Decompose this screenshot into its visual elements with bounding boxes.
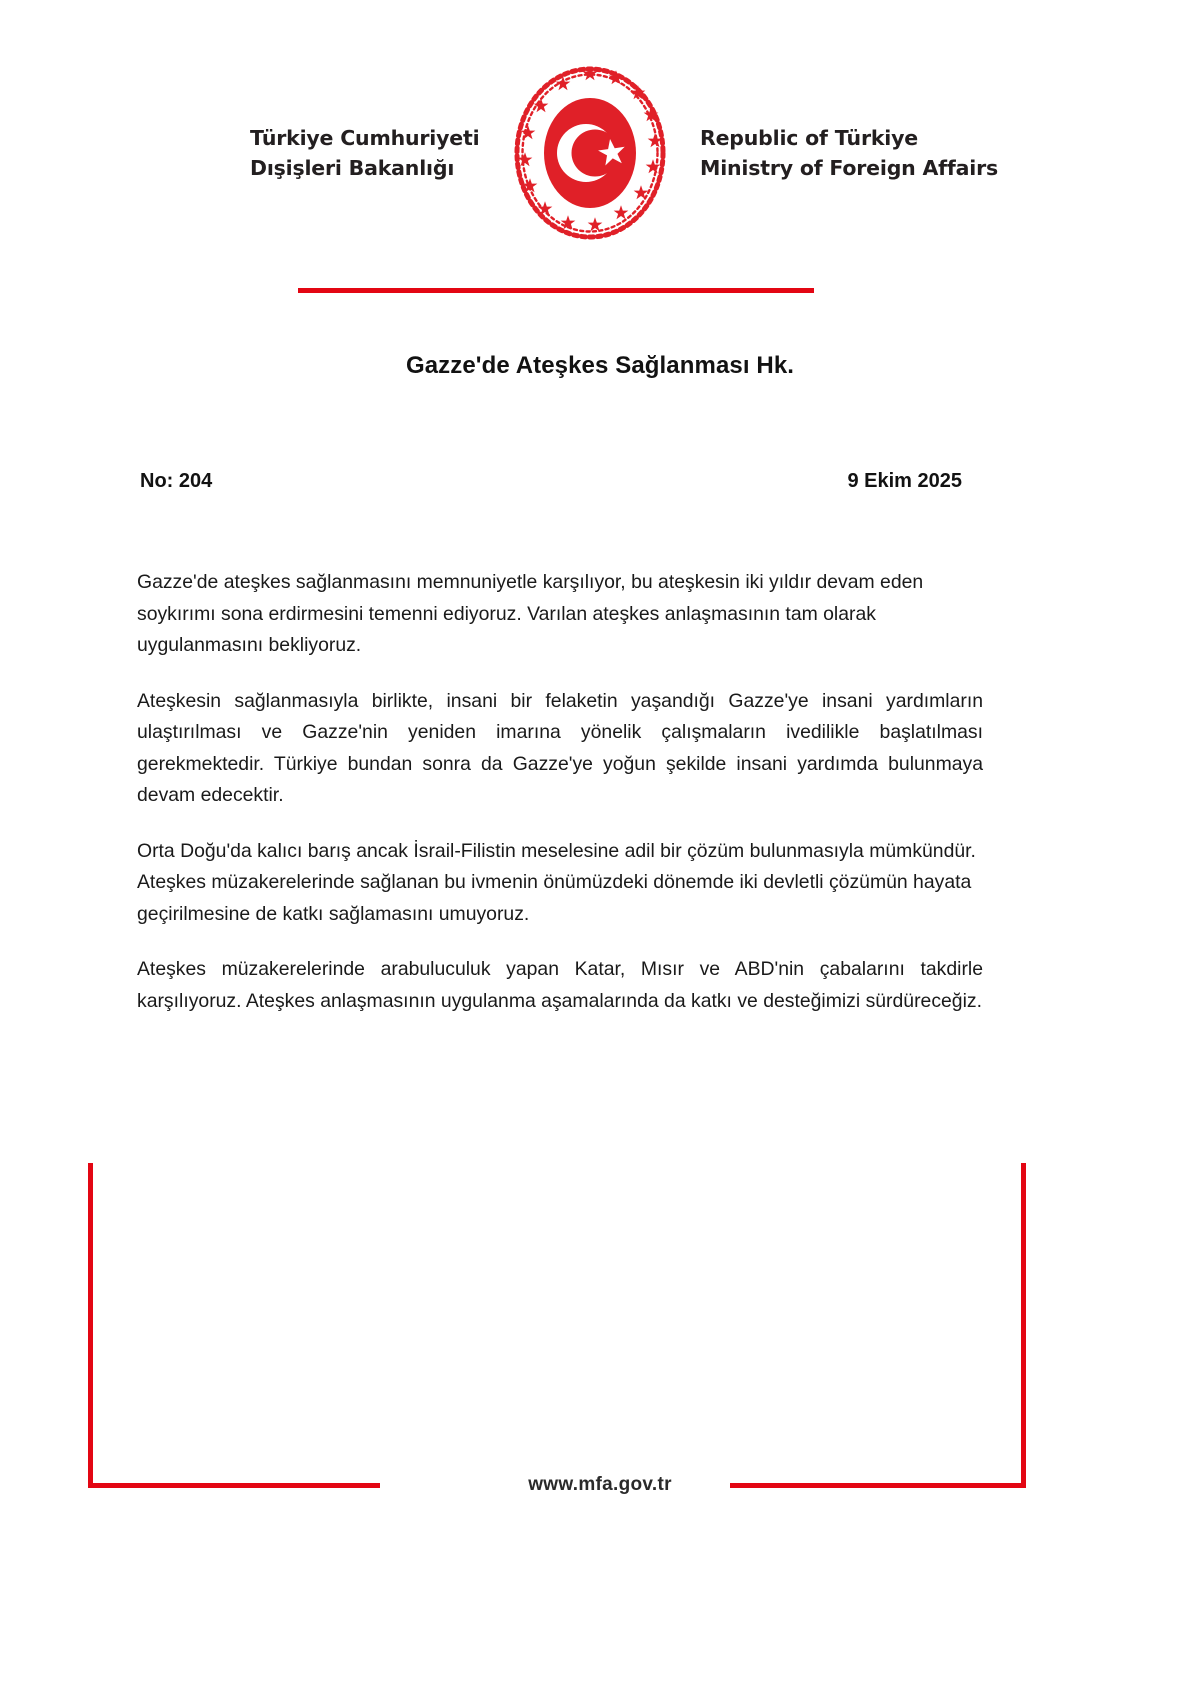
paragraph-1: Gazze'de ateşkes sağlanmasını memnuniyetle karşılıyor, bu ateşkesin iki yıldır devam eden soykırımı sona erdirmesini temenni ediyoruz. Varılan ateşkes anlaşmasının tam olarak uygulanmasını bekliyoruz. <box>137 571 924 656</box>
turkish-state-emblem-icon <box>502 53 678 253</box>
ministry-name-english <box>700 123 998 184</box>
frame-rule-right <box>1021 1163 1026 1488</box>
paragraph-4: Ateşkes müzakerelerinde arabuluculuk yapan Katar, Mısır ve ABD'nin çabalarını takdirle karşılıyoruz. Ateşkes anlaşmasının uygulanma aşamalarında da katkı ve desteğimizi sürdüreceğiz. <box>137 958 983 1012</box>
document-footer <box>0 1462 1200 1508</box>
ministry-name-turkish-line1: Türkiye Cumhuriyeti <box>250 125 480 150</box>
press-release-number: No: 204 <box>140 470 213 492</box>
document-meta <box>140 470 962 493</box>
document-body <box>137 567 983 1041</box>
masthead <box>0 48 1200 258</box>
press-release-date: 9 Ekim 2025 <box>847 470 962 492</box>
ministry-name-english-line1: Republic of Türkiye <box>700 125 918 150</box>
page-title: Gazze'de Ateşkes Sağlanması Hk. <box>405 352 795 379</box>
frame-rule-left <box>88 1163 93 1488</box>
footer-website-url[interactable]: www.mfa.gov.tr <box>512 1474 688 1496</box>
ministry-name-english-line2: Ministry of Foreign Affairs <box>700 156 998 180</box>
frame-rule-top <box>298 288 814 293</box>
ministry-name-turkish-line2: Dışişleri Bakanlığı <box>250 156 455 180</box>
paragraph-2: Ateşkesin sağlanmasıyla birlikte, insani bir felaketin yaşandığı Gazze'ye insani yardımların ulaştırılması ve Gazze'nin yeniden imarına yönelik çalışmaların ivedilikle başlatılması gerekmektedir. Türkiye bundan sonra da Gazze'ye yoğun şekilde insani yardımda bulunmaya devam edecektir. <box>137 689 983 806</box>
paragraph-3: Orta Doğu'da kalıcı barış ancak İsrail-Filistin meselesine adil bir çözüm bulunmasıyla mümkündür. Ateşkes müzakerelerinde sağlanan bu ivmenin önümüzdeki dönemde iki devletli çözümün hayata geçirilmesine de katkı sağlamasını umuyoruz. <box>137 839 976 925</box>
ministry-name-turkish <box>250 123 480 184</box>
